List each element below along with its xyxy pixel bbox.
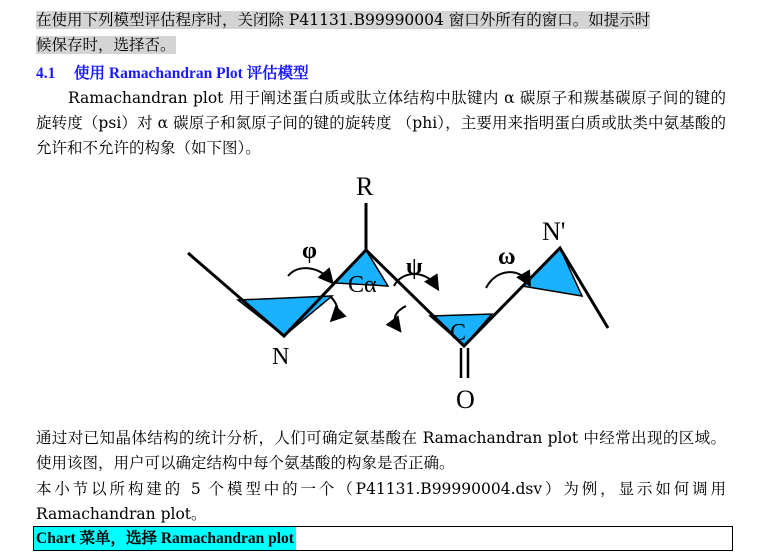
label-psi: ψ — [406, 254, 423, 280]
label-n-prime: N' — [542, 217, 566, 246]
peptide-torsion-diagram — [180, 168, 620, 418]
tip-note-line1: 在使用下列模型评估程序时，关闭除 P41131.B99990004 窗口外所有的窗口。如提示时 — [36, 11, 651, 29]
instruction-box — [33, 526, 733, 551]
label-phi: φ — [302, 238, 317, 264]
label-c: C — [450, 320, 467, 346]
paragraph-statistics: 通过对已知晶体结构的统计分析，人们可确定氨基酸在 Ramachandran plot 中经常出现的区域。使用该图，用户可以确定结构中每个氨基酸的构象是否正确。 — [36, 429, 726, 472]
phi-rotation-arrow-lower — [330, 296, 337, 318]
label-omega: ω — [498, 244, 516, 270]
section-title: 使用 Ramachandran Plot 评估模型 — [74, 65, 309, 82]
section-heading — [36, 61, 309, 86]
tip-note — [36, 8, 726, 58]
label-ca: Cα — [348, 272, 377, 298]
backbone-chain — [188, 248, 608, 346]
intro-paragraph: Ramachandran plot 用于阐述蛋白质或肽立体结构中肽键内 α 碳原子和羰基碳原子间的键的旋转度（psi）对 α 碳原子和氮原子间的键的旋转度 （phi），主要用来指明蛋白质或肽类中氨基酸的允许和不允许的构象（如下图）。 — [36, 89, 726, 157]
tip-note-line2: 候保存时，选择否。 — [36, 36, 176, 54]
psi-rotation-arrow-lower — [395, 306, 406, 328]
phi-rotation-arrow — [288, 268, 330, 280]
label-o: O — [456, 385, 475, 414]
section-number: 4.1 — [36, 65, 56, 82]
label-n: N — [272, 344, 290, 370]
paragraph-example: 本小节以所构建的 5 个模型中的一个（P41131.B99990004.dsv）为例，显示如何调用 Ramachandran plot。 — [36, 480, 726, 523]
label-r: R — [356, 172, 374, 201]
instruction-text: Chart 菜单，选择 Ramachandran plot — [34, 527, 296, 550]
